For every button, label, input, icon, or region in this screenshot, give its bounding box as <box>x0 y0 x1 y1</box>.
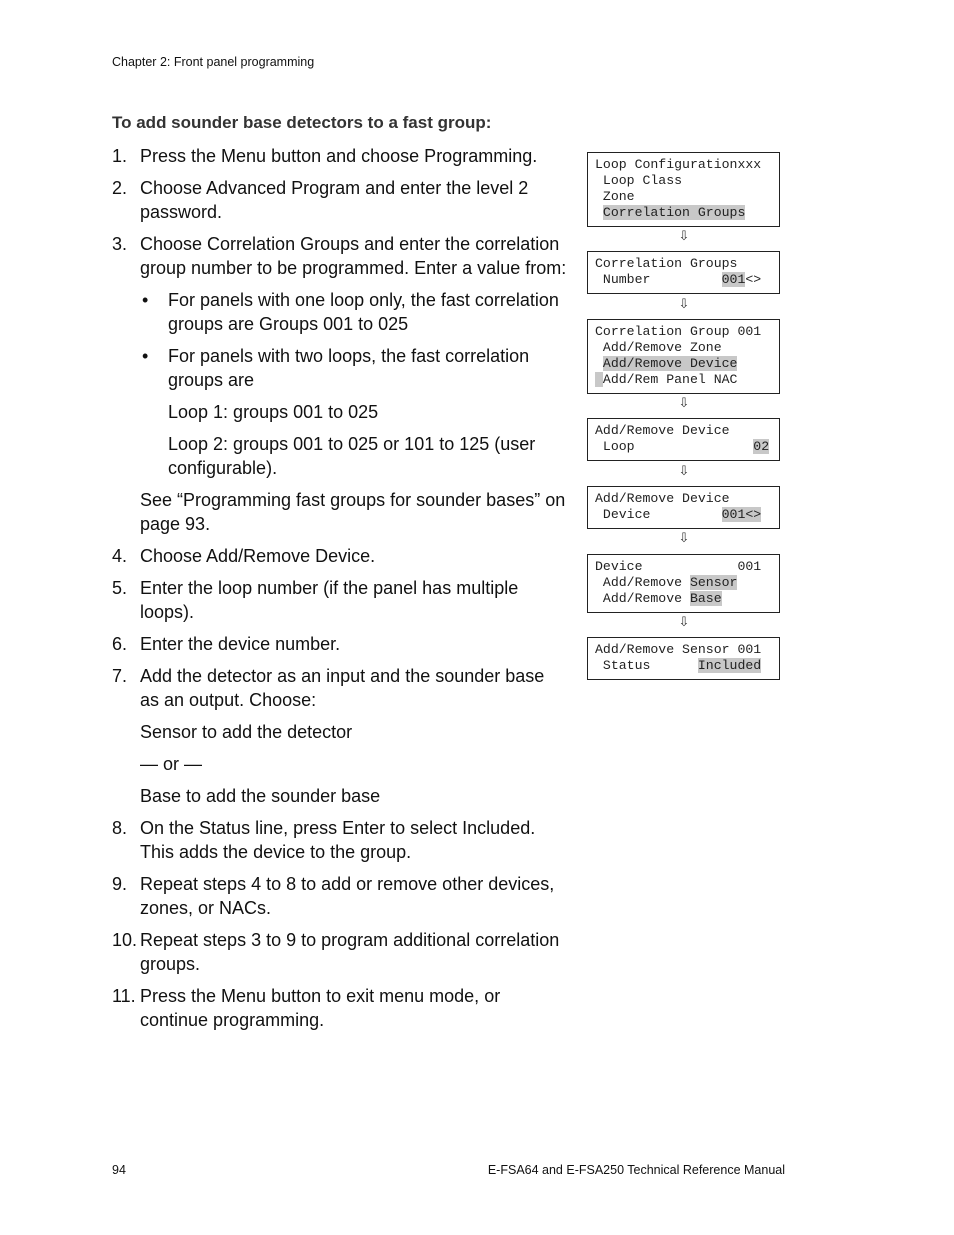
lcd-text: Loop <box>595 439 754 454</box>
step-text: Choose Advanced Program and enter the level 2 password. <box>140 178 529 222</box>
lcd-line <box>595 439 779 455</box>
manual-title: E-FSA64 and E-FSA250 Technical Reference Manual <box>487 1163 785 1177</box>
lcd-highlight: 001 <box>721 272 746 287</box>
lcd-correlation-groups <box>587 251 780 294</box>
lcd-line: Correlation Group 001 <box>595 324 762 339</box>
lcd-highlight: 001<> <box>721 507 762 522</box>
lcd-highlight: 02 <box>753 439 770 454</box>
lcd-line <box>595 658 779 674</box>
lcd-device-001 <box>587 554 780 613</box>
cross-reference: See “Programming fast groups for sounder bases” on page 93. <box>140 490 566 534</box>
procedure-steps <box>112 144 567 1040</box>
lcd-line <box>595 356 779 372</box>
down-arrow-icon: ⇩ <box>678 531 690 546</box>
lcd-line: Loop Configurationxxx <box>595 157 762 172</box>
lcd-highlight: Add/Remove Device <box>602 356 738 371</box>
step-text: Repeat steps 3 to 9 to program additional correlation groups. <box>140 930 560 974</box>
bullet-icon: • <box>142 346 149 366</box>
lcd-line: Add/Remove Device <box>595 491 730 506</box>
step-2 <box>112 176 567 224</box>
bullet-text: For panels with two loops, the fast correlation groups are <box>168 346 530 390</box>
down-arrow-icon: ⇩ <box>678 396 690 411</box>
step-text: Enter the loop number (if the panel has multiple loops). <box>140 578 519 622</box>
lcd-text: Add/Remove <box>595 591 690 606</box>
lcd-text: Device <box>595 507 722 522</box>
step-9 <box>112 872 567 920</box>
step-10 <box>112 928 567 976</box>
bullet-icon: • <box>142 290 149 310</box>
step-body <box>140 232 567 536</box>
step-4 <box>112 544 567 568</box>
step-number: 6. <box>112 634 128 654</box>
lcd-line <box>595 272 779 288</box>
down-arrow-icon: ⇩ <box>678 229 690 244</box>
step-number: 5. <box>112 578 128 598</box>
step-1 <box>112 144 567 168</box>
lcd-highlight: Correlation Groups <box>602 205 746 220</box>
running-header: Chapter 2: Front panel programming <box>112 55 315 69</box>
lcd-text: Add/Remove <box>595 575 690 590</box>
step-number: 4. <box>112 546 128 566</box>
lcd-highlight: Included <box>697 658 762 673</box>
lcd-text: Status <box>595 658 698 673</box>
lcd-cursor <box>595 372 603 387</box>
down-arrow-icon: ⇩ <box>678 464 690 479</box>
lcd-line <box>595 575 779 591</box>
step-6 <box>112 632 567 656</box>
bullet-text: For panels with one loop only, the fast correlation groups are Groups 001 to 025 <box>168 290 559 334</box>
step-number: 11. <box>112 986 136 1006</box>
lcd-line <box>595 372 779 388</box>
lcd-text: Number <box>595 272 722 287</box>
bullet-item <box>140 288 567 336</box>
bullet-item <box>140 344 567 392</box>
loop1-range: Loop 1: groups 001 to 025 <box>168 402 379 422</box>
step-text: Choose Add/Remove Device. <box>140 546 376 566</box>
step-text: Repeat steps 4 to 8 to add or remove other devices, zones, or NACs. <box>140 874 555 918</box>
option-sensor: Sensor to add the detector <box>140 722 353 742</box>
step-body <box>140 664 567 808</box>
loop2-range: Loop 2: groups 001 to 025 or 101 to 125 (user configurable). <box>168 434 536 478</box>
step-8 <box>112 816 567 864</box>
lcd-add-remove-device-number <box>587 486 780 529</box>
lcd-text: Add/Rem Panel NAC <box>602 372 738 387</box>
lcd-line <box>595 507 779 523</box>
lcd-line: Loop Class <box>595 173 683 188</box>
step-text: Choose Correlation Groups and enter the correlation group number to be programmed. Enter a value from: <box>140 234 567 278</box>
down-arrow-icon: ⇩ <box>678 297 690 312</box>
step-number: 2. <box>112 178 128 198</box>
step-number: 8. <box>112 818 128 838</box>
step-number: 10. <box>112 930 138 950</box>
down-arrow-icon: ⇩ <box>678 615 690 630</box>
step-text: Add the detector as an input and the sounder base as an output. Choose: <box>140 666 545 710</box>
lcd-line: Zone <box>595 189 635 204</box>
step-text: Enter the device number. <box>140 634 341 654</box>
step-text: Press the Menu button to exit menu mode, or continue programming. <box>140 986 501 1030</box>
lcd-text <box>595 356 603 371</box>
step-3 <box>112 232 567 536</box>
lcd-line: Correlation Groups <box>595 256 738 271</box>
lcd-line: Device 001 <box>595 559 762 574</box>
option-base: Base to add the sounder base <box>140 786 381 806</box>
lcd-line <box>595 205 779 221</box>
lcd-add-remove-device-loop <box>587 418 780 461</box>
step-number: 9. <box>112 874 128 894</box>
lcd-line: Add/Remove Zone <box>595 340 722 355</box>
step-11 <box>112 984 567 1032</box>
lcd-line <box>595 591 779 607</box>
lcd-loop-configuration <box>587 152 780 227</box>
lcd-add-remove-sensor-001 <box>587 637 780 680</box>
lcd-correlation-group-001 <box>587 319 780 394</box>
step-text: On the Status line, press Enter to select Included. This adds the device to the group. <box>140 818 536 862</box>
lcd-text <box>595 205 603 220</box>
lcd-highlight: Sensor <box>689 575 738 590</box>
option-separator: — or — <box>140 754 203 774</box>
lcd-highlight: Base <box>689 591 722 606</box>
step-7 <box>112 664 567 808</box>
procedure-heading: To add sounder base detectors to a fast group: <box>112 113 492 132</box>
lcd-line: Add/Remove Device <box>595 423 730 438</box>
step-5 <box>112 576 567 624</box>
step-number: 1. <box>112 146 128 166</box>
page-number: 94 <box>112 1163 126 1177</box>
step-number: 7. <box>112 666 128 686</box>
lcd-text: <> <box>745 272 762 287</box>
step-number: 3. <box>112 234 128 254</box>
step-text: Press the Menu button and choose Programming. <box>140 146 538 166</box>
lcd-line: Add/Remove Sensor 001 <box>595 642 762 657</box>
